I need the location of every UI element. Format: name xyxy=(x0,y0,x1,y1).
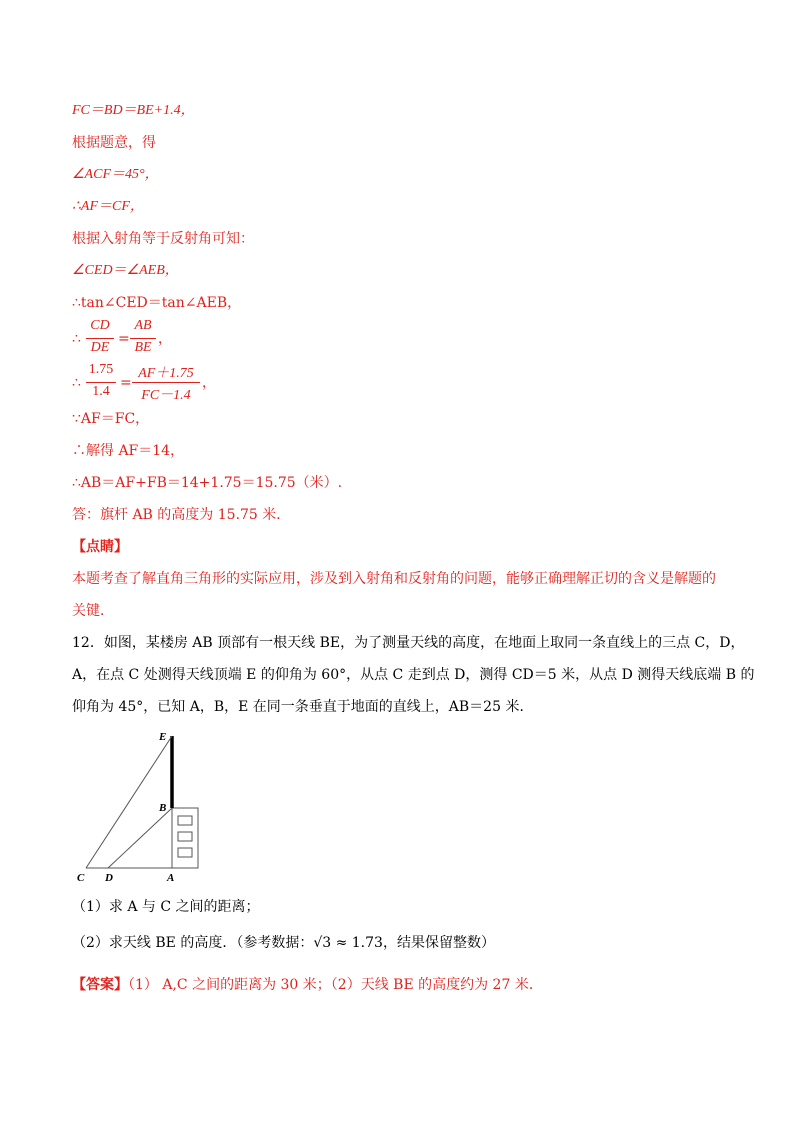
problem-line-3: 仰角为 45°，已知 A，B，E 在同一条垂直于地面的直线上，AB＝25 米． xyxy=(72,699,534,715)
solution-line-6: ∠CED＝∠AEB， xyxy=(72,263,179,278)
fraction-denominator: DE xyxy=(90,340,110,355)
fraction-numerator: 1.75 xyxy=(88,362,114,377)
equals-sign-1: = xyxy=(118,331,130,347)
line-db xyxy=(108,808,172,868)
label-e: E xyxy=(159,731,167,743)
solution-line-5: 根据入射角等于反射角可知： xyxy=(72,231,254,247)
solution-line-2: 根据题意，得 xyxy=(72,135,156,151)
comment-line-2: 关键． xyxy=(72,603,114,619)
fraction-denominator: FC－1.4 xyxy=(141,388,191,403)
comment-line-1: 本题考查了解直角三角形的实际应用，涉及到入射角和反射角的问题，能够正确理解正切的含义是解题的 xyxy=(72,571,716,587)
solution-line-3: ∠ACF＝45°， xyxy=(72,167,159,182)
fraction-175-14 xyxy=(86,362,116,404)
solution-line-7: ∴tan∠CED＝tan∠AEB， xyxy=(72,295,242,311)
answer-tag: 【答案】 xyxy=(72,977,128,993)
comment-header: 【点睛】 xyxy=(72,539,128,555)
problem-line-2: A，在点 C 处测得天线顶端 E 的仰角为 60°，从点 C 走到点 D，测得 CD＝5 米，从点 D 测得天线底端 B 的 xyxy=(72,667,755,683)
label-c: C xyxy=(77,872,85,884)
fraction-denominator: 1.4 xyxy=(92,384,110,399)
label-b: B xyxy=(159,802,167,814)
question-2: （2）求天线 BE 的高度．（参考数据：√3 ≈ 1.73，结果保留整数） xyxy=(72,935,495,951)
building-window xyxy=(178,816,192,825)
comma-2: ， xyxy=(202,375,216,391)
problem-line-1: 12．如图，某楼房 AB 顶部有一根天线 BE，为了测量天线的高度，在地面上取同一条直线上的三点 C，D， xyxy=(72,635,745,651)
fraction-denominator: BE xyxy=(134,340,152,355)
label-a: A xyxy=(167,872,175,884)
fraction-numerator: CD xyxy=(90,318,110,333)
fraction-numerator: AF＋1.75 xyxy=(138,366,194,381)
fraction-af-fc xyxy=(132,362,200,404)
equals-sign-2: = xyxy=(120,375,132,391)
therefore-symbol-1: ∴ xyxy=(72,331,81,347)
label-d: D xyxy=(105,872,113,884)
fraction-numerator: AB xyxy=(134,318,152,333)
building-window xyxy=(178,848,192,857)
building-window xyxy=(178,832,192,841)
question-1: （1）求 A 与 C 之间的距离； xyxy=(72,899,260,915)
solution-line-4: ∴AF＝CF， xyxy=(72,199,144,214)
solution-line-11: ∴解得 AF＝14， xyxy=(72,443,185,459)
solution-line-10: ∵AF＝FC， xyxy=(72,411,150,427)
solution-line-1: FC＝BD＝BE+1.4， xyxy=(72,103,195,118)
building xyxy=(172,808,198,868)
answer-text: （1） A,C 之间的距离为 30 米；（2）天线 BE 的高度约为 27 米． xyxy=(128,977,543,993)
fraction-ab-be xyxy=(130,318,156,360)
comma-1: ， xyxy=(158,331,172,347)
solution-line-12: ∴AB＝AF+FB＝14+1.75＝15.75（米）. xyxy=(72,475,343,491)
therefore-symbol-2: ∴ xyxy=(72,375,81,391)
fraction-cd-de xyxy=(86,318,114,360)
solution-line-13: 答：旗杆 AB 的高度为 15.75 米． xyxy=(72,507,291,523)
geometry-figure xyxy=(70,726,210,886)
answer-line xyxy=(72,976,543,994)
